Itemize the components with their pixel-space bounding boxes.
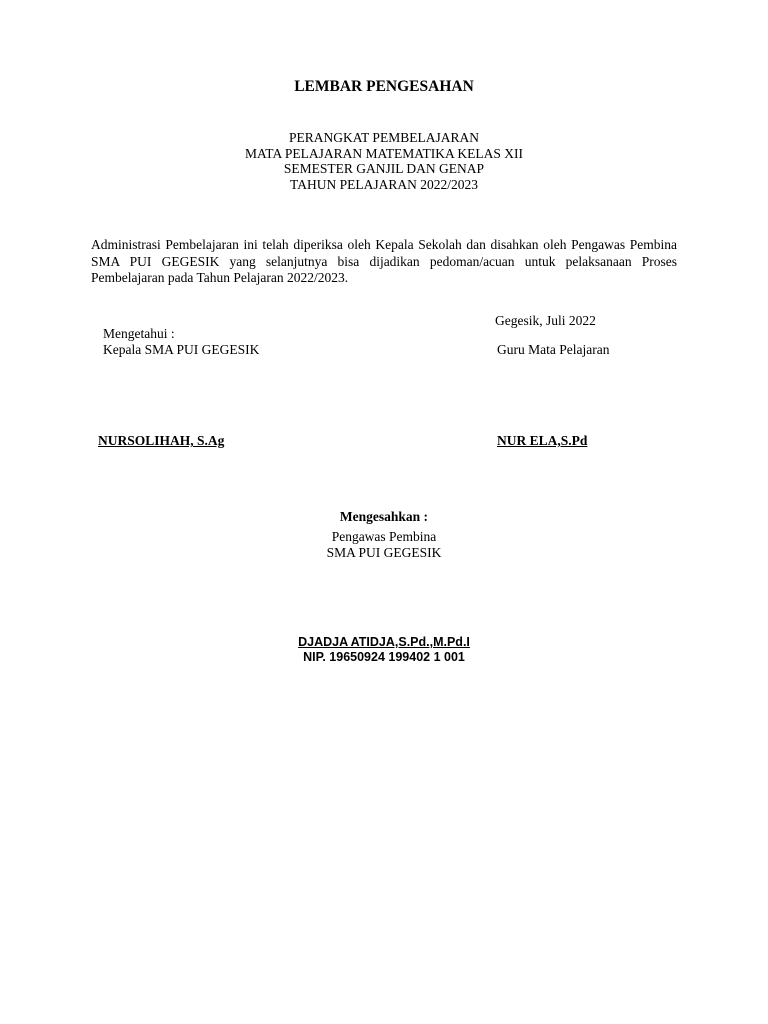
ratification-heading: Mengesahkan : xyxy=(339,509,429,524)
principal-block xyxy=(103,326,259,358)
principal-role: Kepala SMA PUI GEGESIK xyxy=(103,342,260,357)
subtitle-line: TAHUN PELAJARAN 2022/2023 xyxy=(290,176,478,192)
supervisor-name: DJADJA ATIDJA,S.Pd.,M.Pd.I xyxy=(298,635,470,649)
subtitle-line: PERANGKAT PEMBELAJARAN xyxy=(289,130,479,145)
supervisor-role xyxy=(0,529,768,561)
supervisor-role-line: Pengawas Pembina xyxy=(331,529,437,544)
approval-paragraph: Administrasi Pembelajaran ini telah diperiksa oleh Kepala Sekolah dan disahkan oleh Pengawas Pembina SMA PUI GEGESIK yang selanjutnya bisa dijadikan pedoman/acuan untuk pelaksanaan Proses Pembelajaran pada Tahun Pelajaran 2022/2023. xyxy=(91,237,677,285)
supervisor-role-line: SMA PUI GEGESIK xyxy=(326,545,442,560)
teacher-name: NUR ELA,S.Pd xyxy=(497,433,588,448)
supervisor-signature xyxy=(0,635,768,665)
acknowledged-label: Mengetahui : xyxy=(103,326,175,341)
document-title: LEMBAR PENGESAHAN xyxy=(294,78,474,95)
place-date: Gegesik, Juli 2022 xyxy=(495,313,596,328)
subtitle-line: MATA PELAJARAN MATEMATIKA KELAS XII xyxy=(245,145,523,161)
principal-name: NURSOLIHAH, S.Ag xyxy=(98,433,225,448)
subtitle-line: SEMESTER GANJIL DAN GENAP xyxy=(283,161,485,176)
supervisor-nip: NIP. 19650924 199402 1 001 xyxy=(303,650,465,664)
document-subtitle xyxy=(0,130,768,192)
teacher-role: Guru Mata Pelajaran xyxy=(497,342,610,357)
